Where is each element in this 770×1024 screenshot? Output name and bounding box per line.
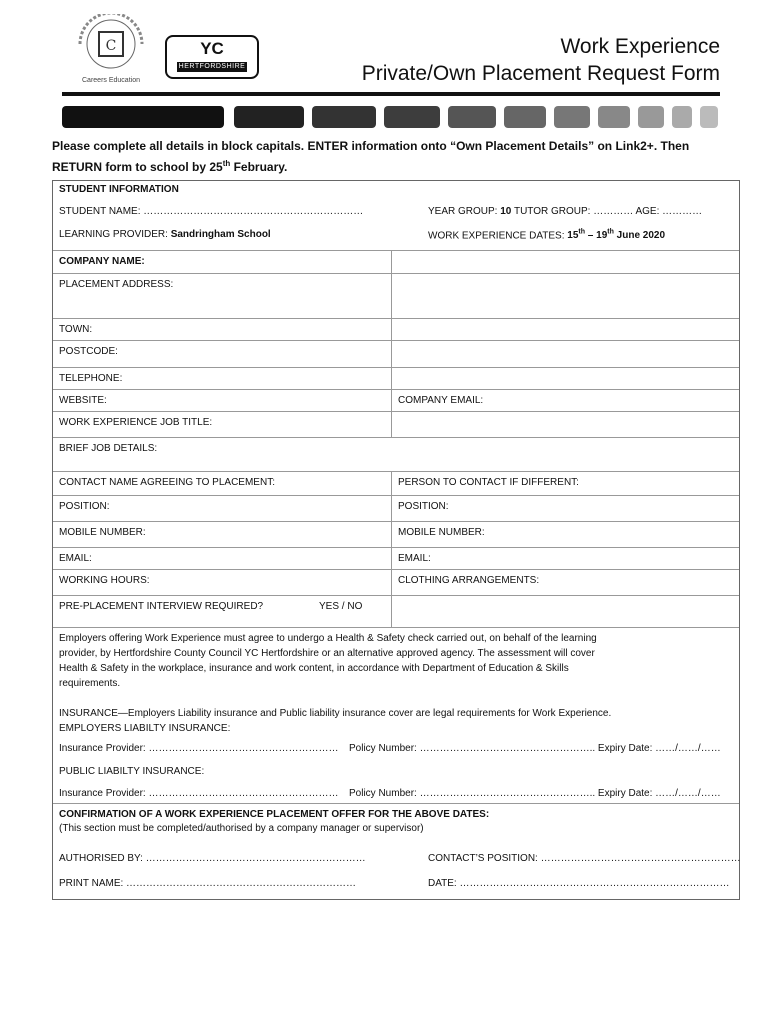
working-hours-label[interactable]: WORKING HOURS: (59, 575, 150, 586)
header-rule (62, 92, 720, 96)
postcode-label: POSTCODE: (59, 346, 118, 357)
decorative-blocks (62, 106, 722, 128)
company-name-row[interactable] (53, 251, 739, 274)
interview-input[interactable] (391, 596, 739, 627)
public-provider-field[interactable]: Insurance Provider: ………………………………………………… (59, 788, 339, 799)
town-row[interactable] (53, 319, 739, 341)
alt-email-label[interactable]: EMAIL: (391, 548, 739, 569)
placement-form (52, 180, 740, 900)
learning-provider-field: LEARNING PROVIDER: Sandringham School (59, 229, 271, 240)
student-info-heading: STUDENT INFORMATION (59, 184, 179, 195)
title-line-1: Work Experience (560, 35, 720, 58)
mobile-label[interactable]: MOBILE NUMBER: (59, 527, 146, 538)
telephone-label: TELEPHONE: (59, 373, 123, 384)
year-tutor-age-field[interactable]: YEAR GROUP: 10 TUTOR GROUP: ………… AGE: ………… (428, 206, 703, 217)
interview-cell (53, 596, 391, 627)
employers-policy-field[interactable]: Policy Number: …………………………………………….. Expiry Date: ……/……/…… (349, 743, 721, 754)
position-label[interactable]: POSITION: (59, 501, 110, 512)
alt-position-label[interactable]: POSITION: (391, 496, 739, 521)
job-title-input[interactable] (391, 412, 739, 437)
health-safety-paragraph: Employers offering Work Experience must agree to undergo a Health & Safety check carried out, on behalf of the learning provider, by Hertfordshire County Council YC Hertfordshire or an alternative approved agency. The assessment will cover Health & Safety in the workplace, insurance and work content, in accordance with Department of Education & Skills requirements. (59, 633, 597, 689)
postcode-row[interactable] (53, 341, 739, 368)
instructions-line-2: RETURN form to school by 25th February. (52, 159, 288, 174)
telephone-input[interactable] (391, 368, 739, 389)
yc-hertfordshire-logo (165, 35, 259, 79)
careers-education-logo (66, 14, 156, 84)
public-liability-label: PUBLIC LIABILTY INSURANCE: (59, 766, 205, 777)
job-title-row[interactable] (53, 412, 739, 438)
instructions (52, 138, 742, 176)
mobile-row[interactable] (53, 522, 739, 548)
email-row[interactable] (53, 548, 739, 570)
logo-yc-text: YC (200, 39, 224, 58)
work-experience-dates: WORK EXPERIENCE DATES: 15th – 19th June 2020 (428, 229, 666, 242)
company-name-label: COMPANY NAME: (59, 256, 145, 267)
placement-address-label: PLACEMENT ADDRESS: (59, 279, 174, 290)
authorised-by-field[interactable]: AUTHORISED BY: ………………………………………………………… (59, 853, 366, 864)
telephone-row[interactable] (53, 368, 739, 390)
employers-provider-field[interactable]: Insurance Provider: ………………………………………………… (59, 743, 339, 754)
postcode-input[interactable] (391, 341, 739, 367)
svg-text:C: C (105, 38, 117, 54)
insurance-section (53, 628, 739, 804)
confirmation-section (53, 804, 739, 900)
town-input[interactable] (391, 319, 739, 340)
job-details-label[interactable]: BRIEF JOB DETAILS: (59, 443, 158, 454)
email-label[interactable]: EMAIL: (59, 553, 92, 564)
interview-label: PRE-PLACEMENT INTERVIEW REQUIRED? (59, 601, 264, 612)
company-email-label[interactable]: COMPANY EMAIL: (391, 390, 739, 411)
instructions-line-1: Please complete all details in block capitals. ENTER information onto “Own Placement Details” on Link2+. Then (52, 139, 690, 153)
logo-yc-sub: HERTFORDSHIRE (178, 63, 246, 70)
contact-name-row[interactable] (53, 472, 739, 496)
town-label: TOWN: (59, 324, 93, 335)
page-title (362, 33, 720, 87)
public-policy-field[interactable]: Policy Number: …………………………………………….. Expiry Date: ……/……/…… (349, 788, 721, 799)
alt-mobile-label[interactable]: MOBILE NUMBER: (391, 522, 739, 547)
insurance-paragraph: INSURANCE—Employers Liability insurance and Public liability insurance cover are legal requirements for Work Experience. EMPLOYERS LIABILTY INSURANCE: (59, 708, 612, 734)
website-email-row[interactable] (53, 390, 739, 412)
contact-position-field[interactable]: CONTACT’S POSITION: …………………………………………………… (428, 853, 741, 864)
title-line-2: Private/Own Placement Request Form (361, 62, 720, 85)
website-label[interactable]: WEBSITE: (59, 395, 107, 406)
yes-no-option[interactable]: YES / NO (319, 601, 363, 612)
contact-name-label[interactable]: CONTACT NAME AGREEING TO PLACEMENT: (59, 477, 275, 488)
clothing-label[interactable]: CLOTHING ARRANGEMENTS: (391, 570, 739, 595)
logo-caption: Careers Education (82, 77, 140, 84)
job-details-row[interactable] (53, 438, 739, 472)
placement-address-row[interactable] (53, 274, 739, 319)
placement-address-input[interactable] (391, 274, 739, 318)
student-information-section (53, 181, 739, 251)
interview-row[interactable] (53, 596, 739, 628)
confirmation-heading: CONFIRMATION OF A WORK EXPERIENCE PLACEMENT OFFER FOR THE ABOVE DATES: (59, 809, 490, 820)
confirmation-subtext: (This section must be completed/authorised by a company manager or supervisor) (59, 823, 424, 834)
company-name-input[interactable] (391, 251, 739, 273)
job-title-label: WORK EXPERIENCE JOB TITLE: (59, 417, 213, 428)
alt-contact-label[interactable]: PERSON TO CONTACT IF DIFFERENT: (391, 472, 739, 495)
print-name-field[interactable]: PRINT NAME: …………………………………………………………… (59, 878, 357, 889)
position-row[interactable] (53, 496, 739, 522)
student-name-field[interactable]: STUDENT NAME: ………………………………………………………… (59, 206, 364, 217)
hours-clothing-row[interactable] (53, 570, 739, 596)
date-field[interactable]: DATE: ……………………………………………………………………… (428, 878, 730, 889)
